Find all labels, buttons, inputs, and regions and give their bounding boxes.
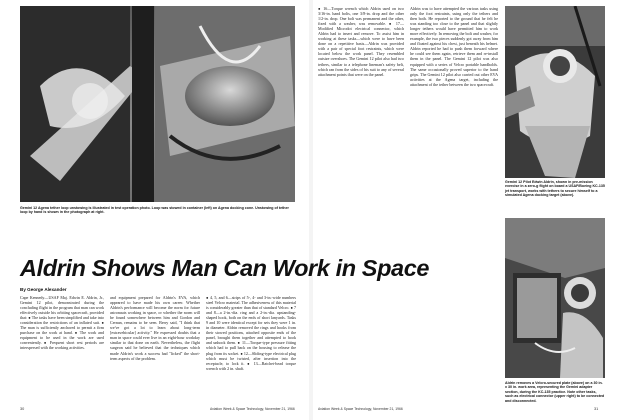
left-page-number: 30	[20, 407, 25, 411]
photo-aldrin-velcro-plate	[505, 218, 605, 378]
aldrin-zero-g-photo-image	[505, 6, 605, 178]
article-column-5	[410, 6, 498, 404]
article-byline: By George Alexander	[20, 287, 67, 292]
article-headline: Aldrin Shows Man Can Work in Space	[20, 255, 430, 281]
page-gutter	[309, 0, 313, 420]
right-page-number: 31	[594, 407, 599, 411]
photo-caption-aldrin-zero-g: Gemini 12 Pilot Edwin Aldrin, shown in pre-mission exercise in a zero-g flight on board a USAF/Boeing KC-135 jet transport, works with tethers to secure himself to a simulated Agena docking target (above).	[505, 180, 605, 198]
photo-tether-loop	[20, 6, 295, 202]
column-3-text: ● 4, 5, and 6—strips of 5-, 4- and 3-in.-wide numbers steel Velcro material. The adhesiveness of this material is considerably greater than that of standard Velcro. ● 7 and 8—a 2-in.-dia. ring and a 2-in.-dia. upstanding-shaped hook, both on the ends of short lanyards. Tasks 9 and 10 were identical except for sets they were 1 in. in diameter. Aldrin removed the rings and hooks from their stowed positions, attached opposite ends of the panel, brought them together and attempted to hook and unhook them. ● 11—Torque-type pressure fitting which had to pull back on the housing to release the plug from its socket. ● 12—Sliding-type electrical plug which must be twisted, after insertion into the receptacle, to lock it. ● 13—Ratchet-head torque wrench with 2 in. shaft.	[206, 295, 296, 371]
photo-aldrin-zero-g	[505, 6, 605, 178]
column-1-text: Cape Kennedy—USAF Maj. Edwin E. Aldrin, Jr., Gemini 12 pilot, demonstrated during the concluding flight in the program that man can work effectively outside his orbiting spacecraft, provided that: ● The tasks have been simplified and take into consideration the restrictions of an inflated suit. ● The man is sufficiently anchored to permit a firm purchase on the work at hand. ● The work and equipment to be used in the work are used conveniently. ● Frequent short rest periods are interspersed with the working activities.	[20, 295, 104, 351]
article-column-1	[20, 295, 104, 403]
column-2-text: and equipment prepared for Aldrin's EVA, which appeared to have made his own career. Whether Aldrin's performance will become the norm for future astronauts working in space, or whether the norm will be found somewhere between him and Gordon and Cernan, remains to be seen. Berry said, "I think that we've got a lot to learn about long-term [extravehicular] activity." He expressed doubts that a man in space could ever live in an eight-hour workday similar to that done on earth. Nevertheless, the flight surgeon said he believed that the techniques which made Aldrin's work a success had "licked" the short-term aspects of the problem.	[110, 295, 200, 361]
article-column-3	[206, 295, 296, 403]
photo-caption-aldrin-velcro-plate: Aldrin removes a Velcro-secured plate (above) on a 30 in. x 30 in. work area, representing the Gemini adapter section, during the KC-135 practice. Note other tasks, such as electrical connector (upper right) to be connected and disconnected.	[505, 381, 605, 403]
tether-loop-photo-image	[20, 6, 295, 202]
aldrin-velcro-plate-photo-image	[505, 218, 605, 378]
right-page-footer: Aviation Week & Space Technology, November 21, 1966	[318, 407, 403, 411]
article-column-2	[110, 295, 200, 403]
article-column-4	[318, 6, 404, 404]
column-4-text: ● 16—Torque wrench which Aldrin used on two 3/16-in. hand bolts, one 3/8-in. drop and the other 1/2-in. drop. One bolt was permanent and the other, fixed with a washer, was removable. ● 17—Modified Microdot electrical connector, which Aldrin had to insert and remove. To assist him in working at these tasks—which were to have been done on a repetitive basis—Aldrin was provided with a pair of special foot restraints, which were located below the work panel. They resembled outsize overshoes. The Gemini 12 pilot also had two tethers, similar to a telephone lineman's safety belt, which ran from the sides of his suit to any of several attachment points that were on the panel.	[318, 6, 404, 77]
left-page-footer: Aviation Week & Space Technology, November 21, 1966	[210, 407, 295, 411]
column-5-text: Aldrin was to have attempted the various tasks using only the foot restraints, using only the tethers and then both. He reported to the ground that he felt he was standing too close to the panel and that slightly longer tethers would have permitted him to work more effectively. In removing the bolt and washer, for example, the two pieces suddenly got away from him and floated against his chest, just beneath his helmet. Aldrin reported he had to push them forward where he could see them again, retrieve them and re-install them in the panel. The Gemini 12 pilot was also equipped with a series of Velcro portable handholds. The same occasionally proved superior to the hand grips. The Gemini 12 pilot also carried out other EVA activities at the Agena target, including the attachment of the tether between the two spacecraft.	[410, 6, 498, 87]
photo-caption-tether-loop: Gemini 12 Agena tether loop unstowing is illustrated in test operation photo. Loop was stowed in container (left) on Agena docking cone. Unstowing of tether loop by hand is shown in the photograph at right.	[20, 206, 289, 215]
